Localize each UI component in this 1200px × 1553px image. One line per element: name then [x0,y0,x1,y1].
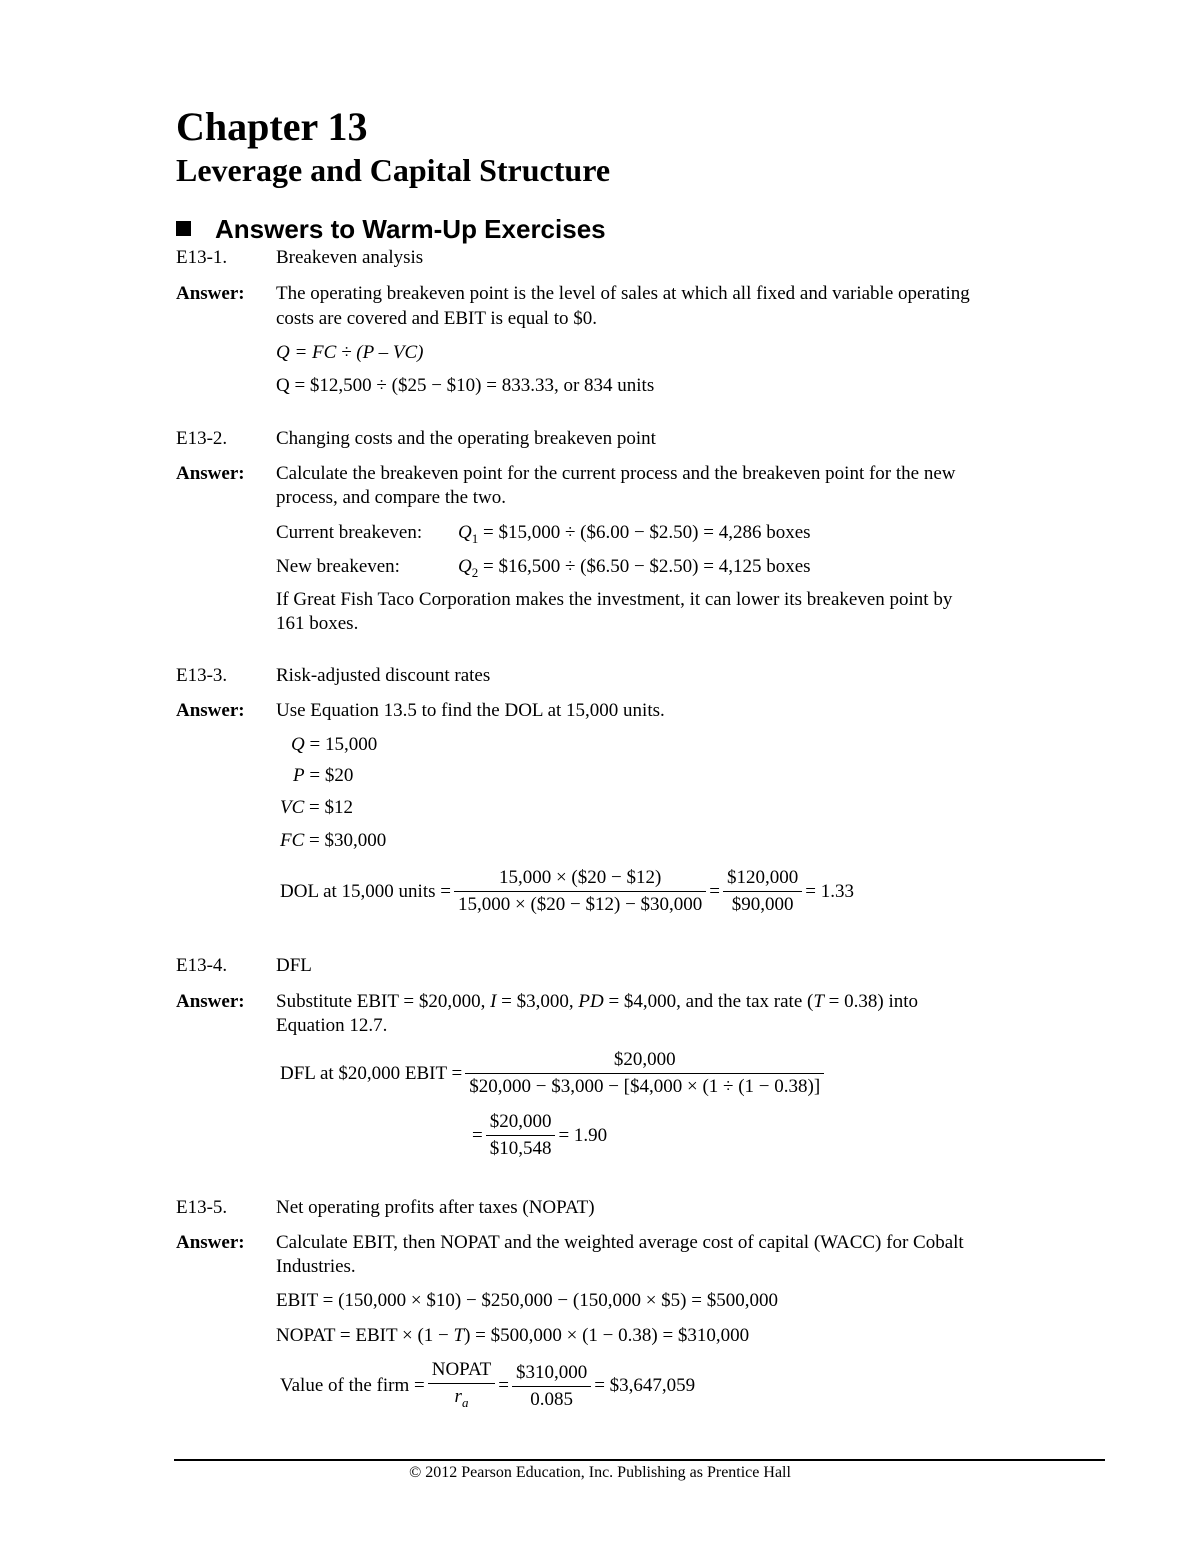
value-fraction-simplified [512,1360,591,1413]
dfl-result: = 1.90 [558,1124,608,1146]
value-result: = $3,647,059 [594,1375,696,1397]
answer-text: process, and compare the two. [276,487,507,508]
new-breakeven-label: New breakeven: [276,556,400,577]
dol-denominator-simplified: $90,000 [731,894,794,915]
new-breakeven-calc: $Q_2$ = $16,500 ÷ ($6.50 − $2.50) = 4,125 boxes [458,556,811,580]
current-breakeven-label: Current breakeven: [276,522,423,543]
value-denominator: $r_a$ [454,1386,469,1410]
answer-label: Answer: [176,991,245,1012]
dfl-fraction [465,1047,824,1100]
dol-fraction [454,865,706,918]
bullet-square-icon [176,221,191,236]
value-label: Value of the firm = [280,1375,425,1397]
dfl-denominator: $20,000 − $3,000 − [$4,000 × (1 ÷ (1 − 0.38)] [469,1076,821,1097]
value-equation: Value of the firm = $\frac{\text{NOPAT}}{r_a}$ = $\frac{\$310,000}{0.085}$ = $3,647,059 [280,1357,695,1416]
dol-result: = 1.33 [805,880,854,902]
conclusion-text: If Great Fish Taco Corporation makes the investment, it can lower its breakeven point by [276,589,953,610]
dfl-numerator-simplified: $20,000 [486,1109,556,1136]
dfl-numerator: $20,000 [465,1047,824,1074]
exercise-number: E13-2. [176,428,228,449]
exercise-title: Net operating profits after taxes (NOPAT) [276,1197,595,1218]
dfl-label: DFL at $20,000 EBIT = [280,1062,463,1084]
exercise-title: Changing costs and the operating breakeven point [276,428,656,449]
chapter-title: Chapter 13 [176,104,368,149]
dol-label: DOL at 15,000 units = [280,880,451,902]
answer-label: Answer: [176,1232,245,1253]
dol-numerator: 15,000 × ($20 − $12) [454,865,706,892]
conclusion-text: 161 boxes. [276,613,359,634]
footer-rule [174,1459,1105,1461]
dfl-denominator-simplified: $10,548 [489,1138,552,1159]
value-denominator-simplified: 0.085 [530,1388,573,1410]
exercise-number: E13-3. [176,665,228,686]
calculation: Q = $12,500 ÷ ($25 − $10) = 833.33, or 834 units [276,375,655,396]
variable-q: Q = 15,000 [291,734,378,755]
dol-equation: DOL at 15,000 units = $\frac{15,000 \times (\$20 - \$12)}{15,000 \times (\$20 - \$12) - \$30,000}$ = $\frac{\$120,000}{\$90,000}$ = 1.33 [280,865,854,918]
section-heading-text: Answers to Warm-Up Exercises [215,214,606,244]
answer-text: The operating breakeven point is the level of sales at which all fixed and variable operating [276,283,970,304]
exercise-number: E13-1. [176,247,228,268]
dfl-equation-simplified: = $\frac{\$20,000}{\$10,548}$ = 1.90 [472,1109,607,1162]
value-fraction [428,1357,496,1416]
dfl-fraction-simplified [486,1109,556,1162]
exercise-title: Breakeven analysis [276,247,424,268]
dol-denominator: 15,000 × ($20 − $12) − $30,000 [457,894,703,915]
footer-copyright: © 2012 Pearson Education, Inc. Publishing as Prentice Hall [409,1464,791,1481]
answer-label: Answer: [176,700,245,721]
variable-p: P = $20 [293,765,354,786]
dol-fraction-simplified [723,865,802,918]
chapter-subtitle: Leverage and Capital Structure [176,152,611,188]
answer-text: Equation 12.7. [276,1015,388,1036]
exercise-number: E13-5. [176,1197,228,1218]
answer-text: Industries. [276,1256,356,1277]
value-numerator: NOPAT [428,1357,496,1384]
answer-text: Calculate EBIT, then NOPAT and the weighted average cost of capital (WACC) for Cobalt [276,1232,964,1253]
answer-text: Calculate the breakeven point for the current process and the breakeven point for the new [276,463,956,484]
section-heading [176,213,606,245]
dfl-equation [280,1047,827,1100]
answer-label: Answer: [176,463,245,484]
current-breakeven-calc: $Q_1$ = $15,000 ÷ ($6.00 − $2.50) = 4,286 boxes [458,522,811,546]
nopat-calculation: NOPAT = EBIT × (1 − T) = $500,000 × (1 − 0.38) = $310,000 [276,1325,750,1346]
answer-text: costs are covered and EBIT is equal to $0. [276,308,597,329]
answer-label: Answer: [176,283,245,304]
formula: Q = FC ÷ (P – VC) [276,342,424,363]
variable-vc: VC = $12 [280,797,353,818]
answer-text: Use Equation 13.5 to find the DOL at 15,000 units. [276,700,665,721]
value-numerator-simplified: $310,000 [512,1360,591,1387]
exercise-title: Risk-adjusted discount rates [276,665,491,686]
answer-text: Substitute EBIT = $20,000, I = $3,000, PD = $4,000, and the tax rate (T = 0.38) into [276,991,919,1012]
variable-fc: FC = $30,000 [280,830,387,851]
exercise-title: DFL [276,955,312,976]
dol-numerator-simplified: $120,000 [723,865,802,892]
ebit-calculation: EBIT = (150,000 × $10) − $250,000 − (150,000 × $5) = $500,000 [276,1290,778,1311]
exercise-number: E13-4. [176,955,228,976]
